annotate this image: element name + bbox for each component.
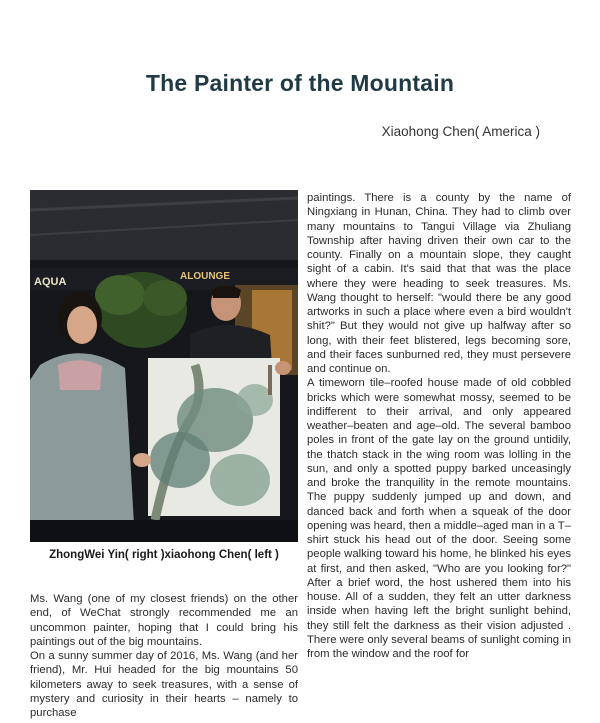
paragraph: On a sunny summer day of 2016, Ms. Wang (and her friend), Mr. Hui headed for the big mountains 50 kilometers away to seek treasures, with a sense of mystery and curiosity in their hearts – namely to purchase [30,650,298,719]
photo-caption: ZhongWei Yin( right )xiaohong Chen( left ) [49,549,279,561]
sign-text: AQUA [34,276,67,288]
sign-text-right: ALOUNGE [180,271,230,282]
paragraph: Ms. Wang (one of my closest friends) on the other end, of WeChat strongly recommended me an uncommon painter, hoping that I could bring his paintings out of the big mountains. [30,593,298,648]
paragraph: paintings. There is a county by the name of Ningxiang in Hunan, China. They had to climb over many mountains to Tangui Village via Zhuliang Township after having driven their own car to the county. Finally on a mountain slope, they caught sight of a cabin. It's said that that was the place where they were heading to seek treasures. Ms. Wang thought to herself: "would there be any good artworks in such a place where even a bird wouldn't shit?" But they would not give up halfway after so long, with their feet blistered, legs becoming sore, and their faces sunburned red, they must persevere and continue on. [307,192,571,375]
paragraph: A timeworn tile–roofed house made of old cobbled bricks which were somewhat mossy, seemed to be indifferent to their arrival, and only appeared weather–beaten and age–old. The several bamboo poles in front of the gate lay on the ground untidily, the thatch stack in the wing room was lolling in the sun, and only a spotted puppy barked unceasingly and broke the tranquility in the remote mountains. The puppy suddenly jumped up and down, and danced back and forth when a squeak of the door opening was heard, then a middle–aged man in a T–shirt stuck his head out of the door. Seeing some people walking toward his home, he blinked his eyes at first, and then asked, "Who are you looking for?" After a brief word, the host ushered them into his house. All of a sudden, they felt an utter darkness inside when having left the bright sunlight behind, they still felt the darkness as their vision adjusted . There were only several beams of sunlight coming in from the window and the roof for [307,377,571,660]
right-column [307,191,571,661]
left-column [30,592,298,720]
author-byline: Xiaohong Chen( America ) [381,124,540,139]
article-title: The Painter of the Mountain [145,70,455,96]
article-photo [30,190,298,542]
